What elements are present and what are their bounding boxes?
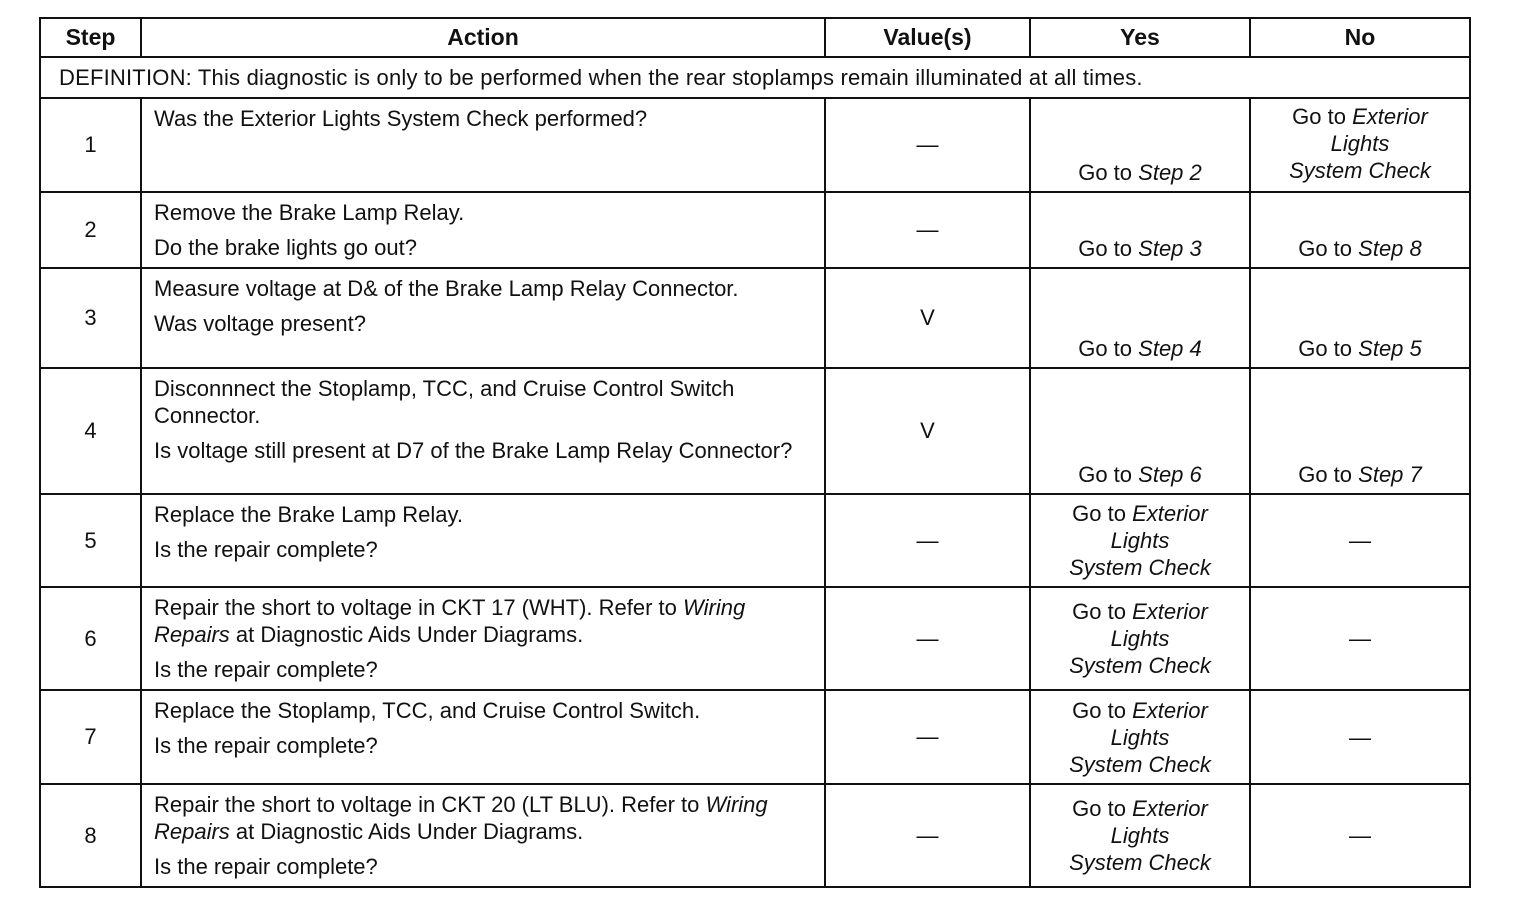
action-text: Is the repair complete? [154,537,378,562]
action-text: Remove the Brake Lamp Relay. [154,200,465,225]
value-cell: — [825,98,1030,192]
go-to-text [1298,462,1422,487]
value-cell: — [825,192,1030,268]
table-row [40,784,1470,887]
header-row [40,18,1470,57]
target-text: Exterior [1132,501,1208,526]
action-text: Is voltage still present at D7 of the Brake Lamp Relay Connector? [154,438,793,463]
target-line [1037,652,1243,679]
target-step: Step 3 [1138,236,1202,261]
yes-cell [1030,587,1250,690]
table-row [40,192,1470,268]
target-step: Step 7 [1358,462,1422,487]
target-step: Step 4 [1138,336,1202,361]
action-text: Is the repair complete? [154,657,378,682]
target-text: System Check [1069,653,1211,678]
go-to-label: Go to [1072,697,1126,723]
action-cell [141,98,825,192]
go-to-text [1078,336,1202,361]
step-number: 8 [40,784,141,887]
action-cell [141,268,825,368]
target-step: Step 2 [1138,160,1202,185]
yes-cell [1030,268,1250,368]
header-no: No [1250,18,1470,57]
target-line [1037,554,1243,581]
go-to-label: Go to [1298,236,1353,261]
target-text: Lights [1110,626,1170,651]
action-cell [141,784,825,887]
target-text: Exterior [1132,697,1208,723]
table-row [40,368,1470,494]
go-to-text [1298,336,1422,361]
target-text: Exterior [1132,796,1208,821]
action-text [154,594,814,648]
yes-cell [1030,368,1250,494]
no-cell [1250,268,1470,368]
yes-cell [1030,784,1250,887]
step-number: 4 [40,368,141,494]
dash-text: — [1349,528,1371,553]
table-row [40,690,1470,784]
target-line [1037,598,1243,625]
target-line [1257,103,1463,130]
target-line [1037,527,1243,554]
target-line [1037,822,1243,849]
action-cell [141,690,825,784]
go-to-label: Go to [1078,462,1133,487]
no-cell [1250,368,1470,494]
action-reference: Wiring Repairs [154,792,768,844]
step-number: 3 [40,268,141,368]
table-row [40,98,1470,192]
action-cell [141,587,825,690]
step-number: 6 [40,587,141,690]
action-text: Measure voltage at D& of the Brake Lamp Relay Connector. [154,276,739,301]
value-cell: — [825,587,1030,690]
action-cell [141,192,825,268]
target-text: System Check [1069,751,1211,777]
diagnostic-table [39,17,1471,888]
action-text: Is the repair complete? [154,854,378,879]
definition-text: DEFINITION: This diagnostic is only to be performed when the rear stoplamps remain illuminated at all times. [40,57,1470,98]
target-step: Step 5 [1358,336,1422,361]
step-number: 7 [40,690,141,784]
target-line [1037,795,1243,822]
no-cell [1250,98,1470,192]
yes-cell [1030,192,1250,268]
go-to-text [1078,236,1202,261]
target-line [1257,157,1463,184]
go-to-label: Go to [1292,104,1346,129]
action-text: Do the brake lights go out? [154,235,417,260]
target-text: System Check [1069,555,1211,580]
go-to-label: Go to [1072,501,1126,526]
target-text: Exterior [1352,104,1428,129]
action-cell [141,368,825,494]
action-text: Is the repair complete? [154,733,378,758]
dash-text: — [1349,724,1371,750]
value-cell: — [825,690,1030,784]
target-line [1037,500,1243,527]
go-to-label: Go to [1298,462,1353,487]
value-cell: — [825,494,1030,587]
dash-text: — [1349,626,1371,651]
value-cell: V [825,368,1030,494]
target-text: Lights [1110,823,1170,848]
step-number: 1 [40,98,141,192]
action-cell [141,494,825,587]
header-values: Value(s) [825,18,1030,57]
target-step: Step 6 [1138,462,1202,487]
action-text: Replace the Brake Lamp Relay. [154,502,463,527]
target-line [1037,697,1243,724]
step-number: 5 [40,494,141,587]
target-step: Step 8 [1358,236,1422,261]
target-line [1037,849,1243,876]
go-to-label: Go to [1072,599,1126,624]
yes-cell [1030,494,1250,587]
header-step: Step [40,18,141,57]
action-text-part: at Diagnostic Aids Under Diagrams. [229,622,584,647]
definition-row [40,57,1470,98]
go-to-label: Go to [1298,336,1353,361]
no-cell [1250,784,1470,887]
action-text-part: Repair the short to voltage in CKT 20 (LT BLU). Refer to [154,792,706,817]
header-action: Action [141,18,825,57]
target-text: System Check [1069,850,1211,875]
dash-text: — [1349,823,1371,848]
target-text: Exterior [1132,599,1208,624]
yes-cell [1030,690,1250,784]
target-text: Lights [1330,131,1390,156]
go-to-label: Go to [1078,160,1133,185]
go-to-text [1078,462,1202,487]
no-cell [1250,587,1470,690]
action-text: Was voltage present? [154,311,366,336]
table-row [40,494,1470,587]
action-reference: Wiring Repairs [154,595,746,647]
go-to-label: Go to [1072,796,1126,821]
action-text-part: at Diagnostic Aids Under Diagrams. [229,819,584,844]
target-text: Lights [1110,528,1170,553]
step-number: 2 [40,192,141,268]
yes-cell [1030,98,1250,192]
no-cell [1250,494,1470,587]
target-line [1037,751,1243,778]
go-to-text [1078,160,1202,185]
target-text: System Check [1289,158,1431,183]
go-to-text [1298,236,1422,261]
no-cell [1250,192,1470,268]
header-yes: Yes [1030,18,1250,57]
go-to-label: Go to [1078,236,1133,261]
no-cell [1250,690,1470,784]
action-text: Disconnnect the Stoplamp, TCC, and Cruise Control Switch Connector. [154,376,735,428]
table-row [40,587,1470,690]
value-cell: — [825,784,1030,887]
target-text: Lights [1110,724,1170,750]
action-text-part: Repair the short to voltage in CKT 17 (WHT). Refer to [154,595,684,620]
table-row [40,268,1470,368]
go-to-label: Go to [1078,336,1133,361]
value-cell: V [825,268,1030,368]
action-text: Replace the Stoplamp, TCC, and Cruise Control Switch. [154,698,701,723]
action-text: Was the Exterior Lights System Check performed? [154,106,648,131]
target-line [1037,625,1243,652]
target-line [1037,724,1243,751]
target-line [1257,130,1463,157]
action-text [154,791,814,845]
